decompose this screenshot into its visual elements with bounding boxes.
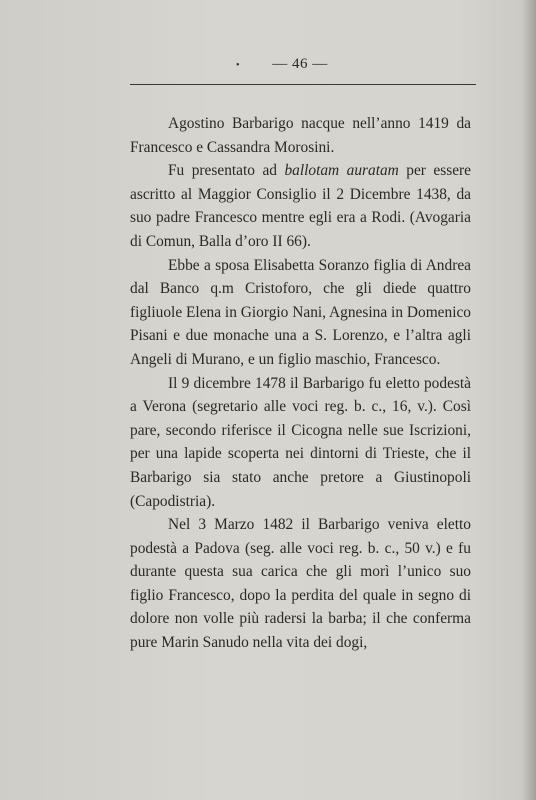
page-number: — 46 —	[272, 56, 328, 72]
paragraph-2-after: per essere ascritto al Maggior Consiglio il 2 Dicembre 1438, da suo padre Francesco mentre egli era a Rodi. (Avogaria di Comun, Balla d’oro II 66).	[130, 162, 471, 250]
header-rule	[130, 84, 476, 85]
header-dot: •	[236, 60, 240, 71]
paragraph-5: Nel 3 Marzo 1482 il Barbarigo veniva eletto podestà a Padova (seg. alle voci reg. b. c., 50 v.) e fu durante questa sua carica che gli morì l’unico suo figlio Francesco, dopo la perdita del quale in segno di dolore non volle più radersi la barba; il che conferma pure Marin Sanudo nella vita dei dogi,	[130, 516, 471, 652]
paragraph-4: Il 9 dicembre 1478 il Barbarigo fu eletto podestà a Verona (segretario alle voci reg. b. c., 16, v.). Così pare, secondo riferisce il Cicogna nelle sue Iscrizioni, per una lapide scoperta nei dintorni di Trieste, che il Barbarigo sia stato anche pretore a Giustinopoli (Capodistria).	[130, 374, 471, 510]
paragraph-1: Agostino Barbarigo nacque nell’anno 1419 da Francesco e Cassandra Morosini.	[130, 115, 471, 156]
paragraph-3: Ebbe a sposa Elisabetta Soranzo figlia di Andrea dal Banco q.m Cristoforo, che gli diede quattro figliuole Elena in Giorgio Nani, Agnesina in Domenico Pisani e due monache una a S. Lorenzo, e l’altra agli Angeli di Murano, e un figlio maschio, Francesco.	[130, 256, 471, 368]
paragraph-2-italic: ballotam auratam	[284, 162, 399, 180]
paragraph-2-before: Fu presentato ad	[168, 162, 285, 180]
body-text	[130, 112, 471, 655]
paragraph-2	[130, 159, 471, 253]
page-edge-shadow	[522, 0, 536, 800]
page-header	[130, 56, 470, 78]
